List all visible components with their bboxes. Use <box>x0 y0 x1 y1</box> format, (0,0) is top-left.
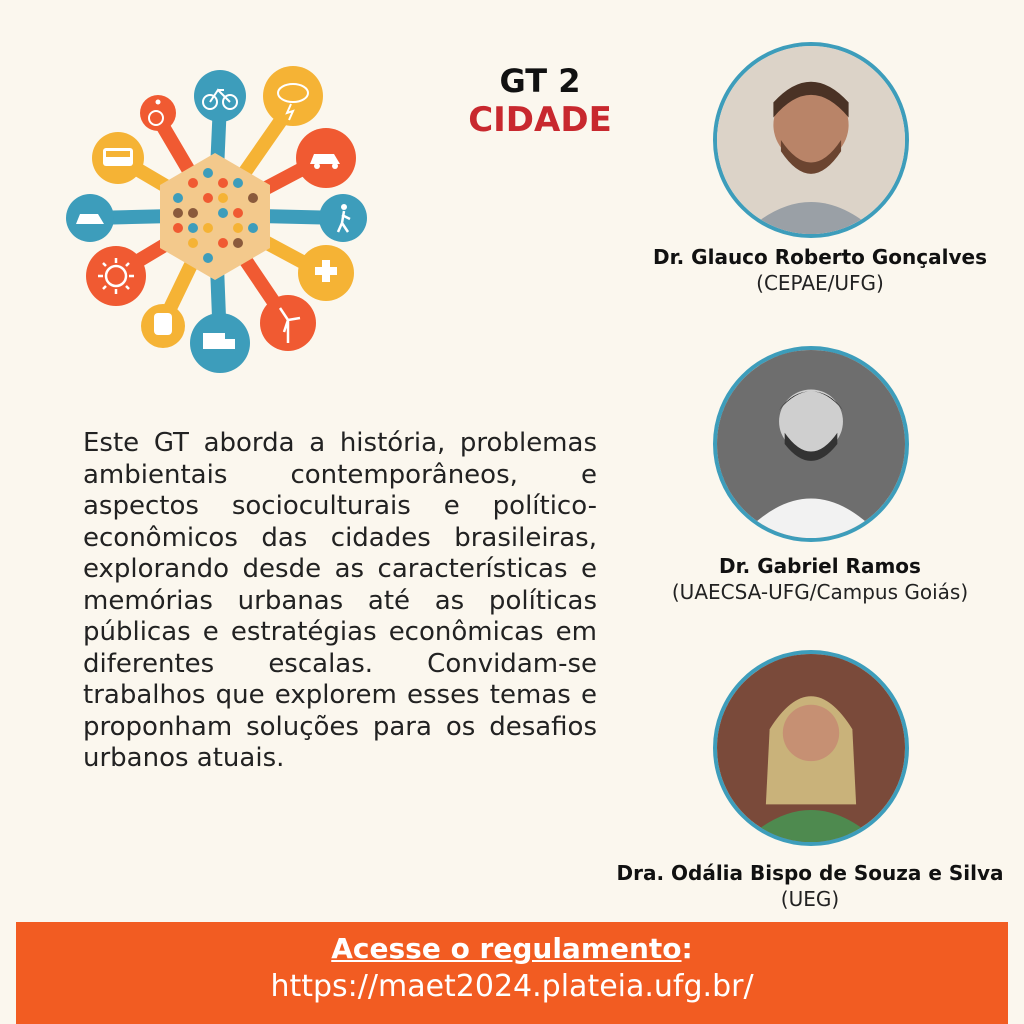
car-icon <box>66 194 114 242</box>
gt-number: GT 2 <box>499 62 581 100</box>
avatar <box>713 650 909 846</box>
smart-city-illustration <box>58 58 373 373</box>
speaker-affiliation: (CEPAE/UFG) <box>756 271 884 295</box>
speaker-name: Dr. Gabriel Ramos <box>719 554 921 578</box>
truck-icon <box>190 313 250 373</box>
footer-banner <box>16 922 1008 1024</box>
wind-turbine-icon <box>260 295 316 351</box>
train-icon <box>141 304 185 348</box>
speaker-affiliation: (UAECSA-UFG/Campus Goiás) <box>671 580 969 604</box>
gt-description: Este GT aborda a história, problemas ambientais contemporâneos, e aspectos socioculturais e político-econômicos das cidades brasileiras, explorando desde as características e memórias urbanas até as políticas públicas e estratégias econômicas em diferentes escalas. Convidam-se trabalhos que explorem esses temas e proponham soluções para os desafios urbanos atuais. <box>83 428 597 773</box>
gt-title <box>430 62 650 141</box>
event-url[interactable]: https://maet2024.plateia.ufg.br/ <box>270 969 754 1004</box>
bicycle-icon <box>194 70 246 122</box>
gt-name: CIDADE <box>468 100 612 141</box>
person-photo-icon <box>717 350 905 538</box>
bus-icon <box>92 132 144 184</box>
person-photo-icon <box>717 654 905 842</box>
health-care-icon <box>298 245 354 301</box>
speaker-name: Dr. Glauco Roberto Gonçalves <box>653 245 987 269</box>
pedestrian-icon <box>319 194 367 242</box>
electric-car-icon <box>296 128 356 188</box>
speaker-affiliation: (UEG) <box>780 887 840 911</box>
sun-icon <box>86 246 146 306</box>
regulation-link[interactable]: Acesse o regulamento <box>331 932 682 965</box>
speaker-name: Dra. Odália Bispo de Souza e Silva <box>616 861 1004 885</box>
avatar <box>713 42 909 238</box>
avatar <box>713 346 909 542</box>
footer-colon: : <box>681 932 693 965</box>
speaker-2 <box>620 553 1020 605</box>
weather-storm-icon <box>263 66 323 126</box>
wheelchair-icon <box>140 95 176 131</box>
speaker-1 <box>620 244 1020 296</box>
speaker-3 <box>600 860 1020 912</box>
person-photo-icon <box>717 46 905 234</box>
